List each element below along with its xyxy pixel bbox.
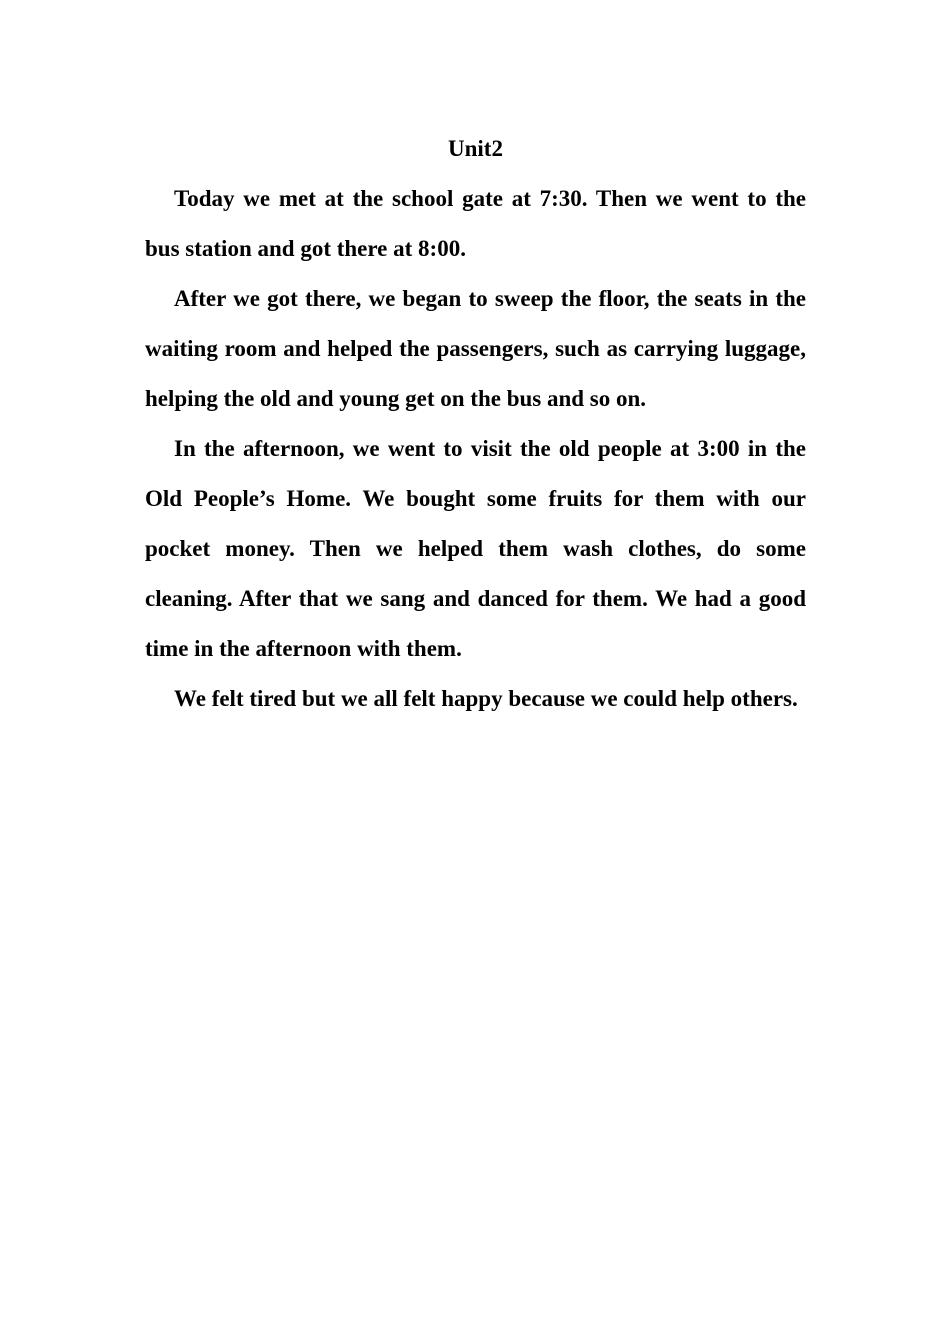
document-page <box>145 124 806 724</box>
paragraph-4: We felt tired but we all felt happy because we could help others. <box>174 686 798 711</box>
paragraph-2: After we got there, we began to sweep the floor, the seats in the waiting room and helped the passengers, such as carrying luggage, helping the old and young get on the bus and so on. <box>145 286 806 411</box>
paragraph-3: In the afternoon, we went to visit the old people at 3:00 in the Old People’s Home. We bought some fruits for them with our pocket money. Then we helped them wash clothes, do some cleaning. After that we sang and danced for them. We had a good time in the afternoon with them. <box>145 436 806 661</box>
document-title: Unit2 <box>448 136 503 161</box>
paragraph-1: Today we met at the school gate at 7:30. Then we went to the bus station and got there at 8:00. <box>145 186 806 261</box>
